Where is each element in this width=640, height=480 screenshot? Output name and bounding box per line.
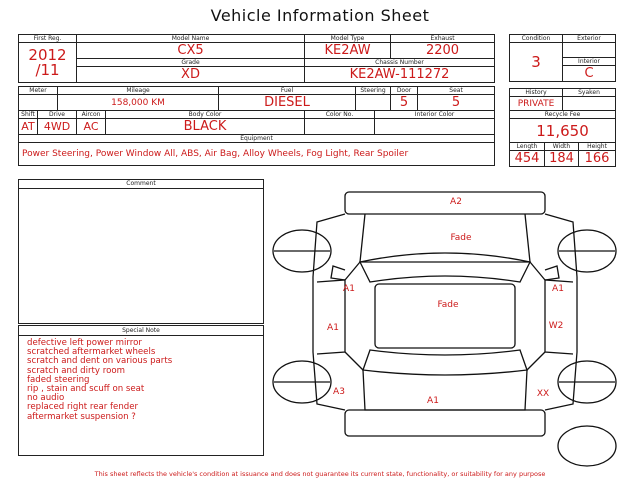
- grade-label: Grade: [77, 59, 305, 67]
- equipment-label: Equipment: [19, 135, 495, 143]
- chassis-number-value: KE2AW-111272: [305, 67, 495, 83]
- fuel-label: Fuel: [219, 87, 356, 95]
- mark-right-door: W2: [548, 321, 564, 331]
- comment-text: [19, 189, 263, 195]
- equipment-value: Power Steering, Power Window All, ABS, Air Bag, Alloy Wheels, Fog Light, Rear Spoiler: [19, 143, 495, 166]
- mark-right-front-fender: A1: [552, 284, 564, 294]
- hood: [360, 214, 530, 262]
- special-note-list: [19, 336, 263, 422]
- color-no-value: [305, 119, 375, 135]
- first-reg-month: /11: [35, 60, 60, 79]
- meter-value: [19, 95, 58, 111]
- car-damage-diagram: [265, 182, 625, 470]
- mirror-right: [545, 266, 559, 280]
- special-note-item: defective left power mirror: [27, 338, 142, 348]
- model-name-value: CX5: [77, 43, 305, 59]
- drive-value: 4WD: [38, 119, 77, 135]
- grade-value: XD: [77, 67, 305, 83]
- door-label: Door: [391, 87, 418, 95]
- first-reg-label: First Reg.: [19, 35, 77, 43]
- aircon-value: AC: [77, 119, 106, 135]
- mark-hood: Fade: [450, 233, 472, 243]
- recycle-fee-value: 11,650: [510, 119, 616, 143]
- comment-box: [18, 179, 264, 324]
- special-note-label: Special Note: [19, 326, 263, 336]
- shift-value: AT: [19, 119, 38, 135]
- steering-label: Steering: [356, 87, 391, 95]
- model-name-label: Model Name: [77, 35, 305, 43]
- history-value: PRIVATE: [510, 97, 563, 111]
- mirror-left: [331, 266, 345, 280]
- mileage-label: Mileage: [58, 87, 219, 95]
- body-color-value: BLACK: [106, 119, 305, 135]
- wheel-front-left: [273, 230, 331, 272]
- length-value: 454: [510, 151, 545, 167]
- special-note-item: scratch and dent on various parts: [27, 356, 173, 367]
- door-value: 5: [391, 95, 418, 111]
- recycle-fee-label: Recycle Fee: [510, 111, 616, 119]
- width-value: 184: [545, 151, 579, 167]
- seat-value: 5: [418, 95, 495, 111]
- mark-right-rear: XX: [536, 389, 550, 399]
- history-table: [509, 88, 616, 167]
- wheel-rear-right: [558, 361, 616, 403]
- length-label: Length: [510, 143, 545, 151]
- syaken-value: [563, 97, 616, 111]
- rear-bumper: [345, 410, 545, 436]
- interior-value: C: [563, 66, 616, 82]
- first-reg-year: 2012: [28, 45, 67, 64]
- wheel-front-right: [558, 230, 616, 272]
- front-bumper: [345, 192, 545, 214]
- interior-color-value: [375, 119, 495, 135]
- color-no-label: Color No.: [305, 111, 375, 119]
- model-type-label: Model Type: [305, 35, 391, 43]
- shift-label: Shift: [19, 111, 38, 119]
- special-note-item: replaced right rear fender: [27, 402, 139, 413]
- special-note-item: faded steering: [27, 374, 90, 385]
- wheel-rear-left: [273, 361, 331, 403]
- exhaust-value: 2200: [391, 43, 495, 59]
- roof: [375, 284, 515, 348]
- comment-label: Comment: [19, 180, 263, 189]
- syaken-label: Syaken: [563, 89, 616, 97]
- special-note-item: scratch and dirty room: [27, 365, 125, 376]
- special-note-box: [18, 325, 264, 456]
- exterior-value: [563, 43, 616, 58]
- steering-value: [356, 95, 391, 111]
- condition-table: [509, 34, 616, 82]
- first-reg-value: [19, 43, 77, 83]
- condition-value: 3: [510, 43, 563, 82]
- mark-roof: Fade: [437, 300, 459, 310]
- tailgate: [363, 370, 527, 410]
- mark-front-bumper: A2: [450, 197, 462, 207]
- exhaust-label: Exhaust: [391, 35, 495, 43]
- condition-label: Condition: [510, 35, 563, 43]
- rear-window: [363, 350, 527, 375]
- vehicle-info-table: [18, 34, 495, 166]
- height-value: 166: [579, 151, 616, 167]
- mark-left-front-fender: A1: [343, 284, 355, 294]
- right-side-panel: [545, 214, 577, 410]
- spare-wheel: [558, 426, 616, 466]
- windshield: [360, 253, 530, 282]
- interior-label: Interior: [563, 58, 616, 66]
- special-note-item: rip , stain and scuff on seat: [27, 384, 145, 395]
- special-note-item: no audio: [27, 393, 65, 404]
- fuel-value: DIESEL: [219, 95, 356, 111]
- width-label: Width: [545, 143, 579, 151]
- special-note-item: aftermarket suspension ?: [27, 411, 136, 422]
- sheet-title: Vehicle Information Sheet: [210, 6, 430, 25]
- disclaimer-footer: This sheet reflects the vehicle's condition at issuance and does not guarantee its current state, functionality, or suitability for any purpose: [94, 470, 546, 478]
- meter-label: Meter: [19, 87, 58, 95]
- special-note-item: scratched aftermarket wheels: [27, 347, 156, 358]
- height-label: Height: [579, 143, 616, 151]
- exterior-label: Exterior: [563, 35, 616, 43]
- interior-color-label: Interior Color: [375, 111, 495, 119]
- history-label: History: [510, 89, 563, 97]
- mark-left-rear: A3: [333, 387, 345, 397]
- model-type-value: KE2AW: [305, 43, 391, 59]
- seat-label: Seat: [418, 87, 495, 95]
- drive-label: Drive: [38, 111, 77, 119]
- mark-rear-bumper: A1: [427, 396, 439, 406]
- body-color-label: Body Color: [106, 111, 305, 119]
- aircon-label: Aircon: [77, 111, 106, 119]
- mileage-value: 158,000 KM: [58, 95, 219, 111]
- chassis-number-label: Chassis Number: [305, 59, 495, 67]
- mark-left-door: A1: [327, 323, 339, 333]
